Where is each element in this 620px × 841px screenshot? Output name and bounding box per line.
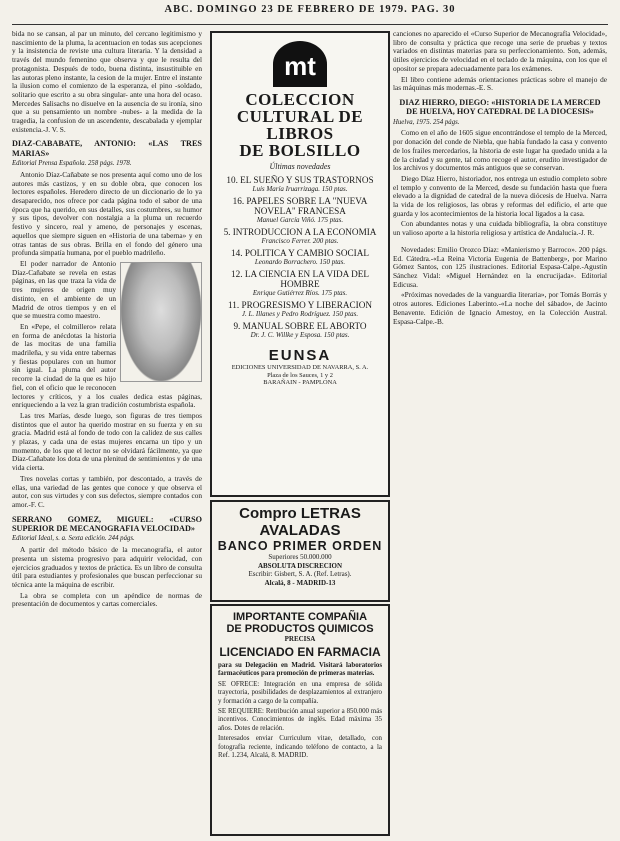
review-publication: Editorial Ideal, s. a. Sexta edición. 244 págs. [12, 535, 135, 543]
job-ad-paragraph: Interesados enviar Curriculum vitae, detallado, con fotografía reciente, indicando teléfono de contacto, a la Ref. 1.234, Alcalá, 8. MADRID. [218, 735, 382, 760]
compro-line: ABSOLUTA DISCRECION [257, 561, 343, 570]
review-paragraph: Diego Díaz Hierro, historiador, nos entrega un estudio completo sobre el templo y convento de la Merced, desde su fundación hasta que fuera elevado a la dignidad de catedral de la nueva diócesis de Huelva. Narra la vida de los religiosos, las obras y reformas del edificio, el arte que guarda y los acontecimientos de la historia local ligados a la casa. [393, 173, 607, 218]
job-ad-paragraph: para su Delegación en Madrid. Visitará laboratorios farmacéuticos para promoción de primeras materias. [218, 662, 382, 678]
title-line: DE BOLSILLO [239, 141, 361, 160]
job-ad-precisa: PRECISA [284, 635, 316, 643]
job-ad-paragraph: SE OFRECE: Integración en una empresa de sólida trayectoria, posibilidades de desplazamientos al extranjero y formación a cargo de la compañía. [218, 680, 382, 705]
publisher-logo: EUNSA [268, 347, 332, 364]
review-title-serrano-gomez: SERRANO GOMEZ, MIGUEL: «CURSO SUPERIOR DE MECANOGRAFIA VELOCIDAD» [12, 514, 202, 534]
author-portrait-sketch [120, 262, 202, 382]
compro-headline: Compro LETRAS AVALADAS [239, 505, 361, 539]
review-paragraph: Antonio Díaz-Cañabate se nos presenta aquí como uno de los autores más castizos, y en su doble obra, que conocen los lectores españoles. Heredero directo de un diccionario de lo ya desaparecido, nos ofrece por cada página todo el sabor de una época que ha querido, en sus detalles, sus costumbres, su humor y sus tipos, devolver con nostalgia a la pluma un recuerdo festivo y sincero, real y ameno, de personajes y escenas, aquellos que siempre siguen en «Historia de una taberna» y en otras tantas de sus obras. Brilla en el fondo del género una profunda simpatía humana, por el pueblo madrileño. [12, 169, 202, 258]
review-title-diaz-canabate: DIAZ-CABABATE, ANTONIO: «LAS TRES MARIAS» [12, 139, 202, 158]
book-author: Francisco Ferrer. 200 ptas. [261, 237, 339, 245]
novedades-paragraph: Novedades: Emilio Orozco Díaz: «Manierismo y Barroco». 200 págs. Ed. Cátedra.-«La Reina Victoria Eugenia de Battenberg», por Marino Gómez Santos, con 125 ilustraciones. Editorial Espasa-Calpe.-Agustín Sánchez Vidal: «Miguel Hernández en la encrucijada». Editorial Edicusa. [393, 244, 607, 289]
title-line: COLECCION [245, 90, 355, 109]
compro-letras-ad [210, 500, 390, 602]
review-paragraph: Las tres Marías, desde luego, son figuras de tres tiempos distintos que el autor ha querido mostrar en su fuerza y en su gracia. Madrid está al fondo de todo con la calidez de sus calles y plazas, y cada una de estas mujeres encarna un tipo y un momento, de los que el lector no se olvidará fácilmente, ya que Díaz-Cañabate los dota de una plenitud de sentimientos y de una vida cierta. [12, 410, 202, 473]
coleccion-cultural-ad [210, 31, 390, 497]
book-author: Dr. J. C. Willke y Esposa. 150 ptas. [250, 331, 350, 339]
book-author: Enrique Gutiérrez Ríos. 175 ptas. [252, 289, 348, 297]
proximas-paragraph: «Próximas novedades de la vanguardia literaria», por Tomás Borrás y otros autores. Ediciones Laberinto.-«La noche del sábado», de Jacinto Benavente. Edición de Ignacio Amestoy, en la Colección Austral. Espasa-Calpe.-B. [393, 290, 607, 326]
book-title: 16. PAPELES SOBRE LA "NUEVA NOVELA" FRANCESA [232, 196, 368, 216]
review-paragraph: El poder narrador de Antonio Díaz-Cañabate se revela en estas páginas, en las que traza la vida de tres mujeres de origen muy distinto, en el ambiente de un Madrid de otros tiempos y en el que se muestra como maestro. [12, 258, 116, 321]
job-ad-title: LICENCIADO EN FARMACIA [219, 645, 381, 659]
address-line: BARAÑAIN - PAMPLONA [263, 379, 337, 387]
review-title-diaz-hierro: DIAZ HIERRO, DIEGO: «HISTORIA DE LA MERCED DE HUELVA, HOY CATEDRAL DE LA DIOCESIS» [399, 97, 601, 117]
book-title: 12. LA CIENCIA EN LA VIDA DEL HOMBRE [231, 269, 369, 289]
header-rule [12, 24, 608, 25]
coleccion-title [212, 91, 388, 159]
job-ad-paragraph: SE REQUIERE: Retribución anual superior a 850.000 más incentivos. Conocimientos de inglés. Edad máxima 35 años. Dotes de relación. [218, 708, 382, 732]
compro-line: Alcalá, 8 - MADRID-13 [264, 578, 336, 587]
page-header: ABC. DOMINGO 23 DE FEBRERO DE 1979. PAG. 30 [164, 4, 456, 15]
left-column [12, 30, 202, 835]
book-author: Manuel García Viñó. 175 ptas. [256, 216, 344, 224]
review-paragraph: Tres novelas cortas y también, por descontado, a través de ellas, una variedad de las gentes que conoce y que observa el autor, con sus virtudes y con sus defectos, siempre contados con amor.-F. C. [12, 473, 202, 509]
right-column [393, 30, 607, 835]
address-line: EDICIONES UNIVERSIDAD DE NAVARRA, S. A. [231, 364, 369, 371]
review-paragraph: bida no se cansan, al par un minuto, del cercano legitimismo y nascimiento de la pluma, la acentuacion en todas sus acepciones y la insistencia de reviste una cultura literaria. Y la densidad a través del mundo femenino que observa y que le resulta del protagonista. Después de todo, buena distinta, insustituible en las autoras pleno instante, la cesion de la mujer. Entre el instante la ilusion como el comienzo de la esperanza, el pino -soldado, solitario que escrito a su obra singular- ante una hora del ocaso. Mercedes Salisachs no disuelve en la ausencia de su ironía, sino que a su pensamiento un nombre -nubes- a la medida de la tragedia, la confusion de un ascendente, descabalada y ejemplar existencia.-J. V. S. [12, 30, 202, 134]
compro-line: Escribir: Gisbert, S. A. (Ref. Letras). [248, 570, 352, 578]
review-publication: Editorial Prensa Española. 258 págs. 1978. [12, 160, 132, 168]
headline-line: IMPORTANTE COMPAÑIA [232, 611, 368, 623]
job-ad-headline [212, 611, 388, 635]
title-line: LIBROS [266, 124, 334, 143]
book-title: 10. EL SUEÑO Y SUS TRASTORNOS [226, 175, 374, 185]
compro-line: Superiores 50.000.000 [268, 553, 332, 561]
compro-bank: BANCO PRIMER ORDEN [217, 539, 383, 553]
review-publication: Huelva, 1975. 254 págs. [393, 118, 460, 126]
review-paragraph: A partir del método básico de la mecanografía, el autor presenta un sistema progresivo para adquirir velocidad, con ejercicios graduados y textos de práctica. Es un libro de consulta útil para estudiantes y profesionales que buscan perfeccionar su técnica ante la máquina de escribir. [12, 545, 202, 589]
book-author: J. L. Illanes y Pedro Rodríguez. 150 ptas. [241, 310, 359, 318]
book-author: Leonardo Borrachero. 150 ptas. [254, 258, 346, 266]
book-author: Luis María Iruarrizaga. 150 ptas. [252, 185, 348, 193]
review-paragraph: El libro contiene además orientaciones prácticas sobre el manejo de las máquinas más modernas.-E. S. [393, 74, 607, 93]
address-line: Plaza de los Sauces, 1 y 2 [267, 371, 333, 379]
title-line: CULTURAL DE [236, 107, 364, 126]
review-paragraph: La obra se completa con un apéndice de normas de presentación de documentos y cartas comerciales. [12, 590, 202, 609]
review-paragraph: Con abundantes notas y una cuidada bibliografía, la obra constituye un valioso aporte a la historia religiosa y artística de Andalucía.-J. R. [393, 219, 607, 238]
book-title: 14. POLITICA Y CAMBIO SOCIAL [231, 248, 369, 258]
job-ad [210, 604, 390, 836]
headline-line: DE PRODUCTOS QUIMICOS [226, 623, 374, 635]
book-title: 5. INTRODUCCION A LA ECONOMIA [223, 227, 377, 237]
review-paragraph: canciones no aparecido el «Curso Superior de Mecanografía Velocidad», libro de consulta y práctica que recoge una serie de pruebas y textos variados en distintas materias para su perfeccionamiento. Son, además, útiles ejercicios de velocidad en el teclado de la máquina, con los que el opositor se prepara adecuadamente para los exámenes. [393, 30, 607, 73]
review-paragraph: En «Pepe, el colmillero» relata en forma de anécdotas la historia de las mocitas de una familia madrileña, y su vida entre tabernas y fiestas populares con un humor sin igual. La pluma del autor recorre la ciudad de la que es hijo fiel, con el oficio que le reconocen lectores y críticos, y a los cuales dedica estas páginas, enriqueciendo a la vez la gran tradición costumbrista española. [12, 321, 202, 410]
review-paragraph: Como en el año de 1605 sigue encontrándose el templo de la Merced, por donación del conde de Niebla, que había fundado la casa y convento de los frailes mercedarios, la historia de este lugar ha quedado unida a la de la ciudad y su gente, tal como recoge el autor, erudito investigador de los archivos y documentos más antiguos que se conservan. [393, 128, 607, 173]
coleccion-subtitle: Últimas novedades [269, 162, 331, 171]
publisher-address [212, 364, 388, 387]
book-title: 9. MANUAL SOBRE EL ABORTO [233, 321, 367, 331]
book-title: 11. PROGRESISMO Y LIBERACION [228, 300, 372, 310]
mt-logo: mt [273, 41, 327, 87]
